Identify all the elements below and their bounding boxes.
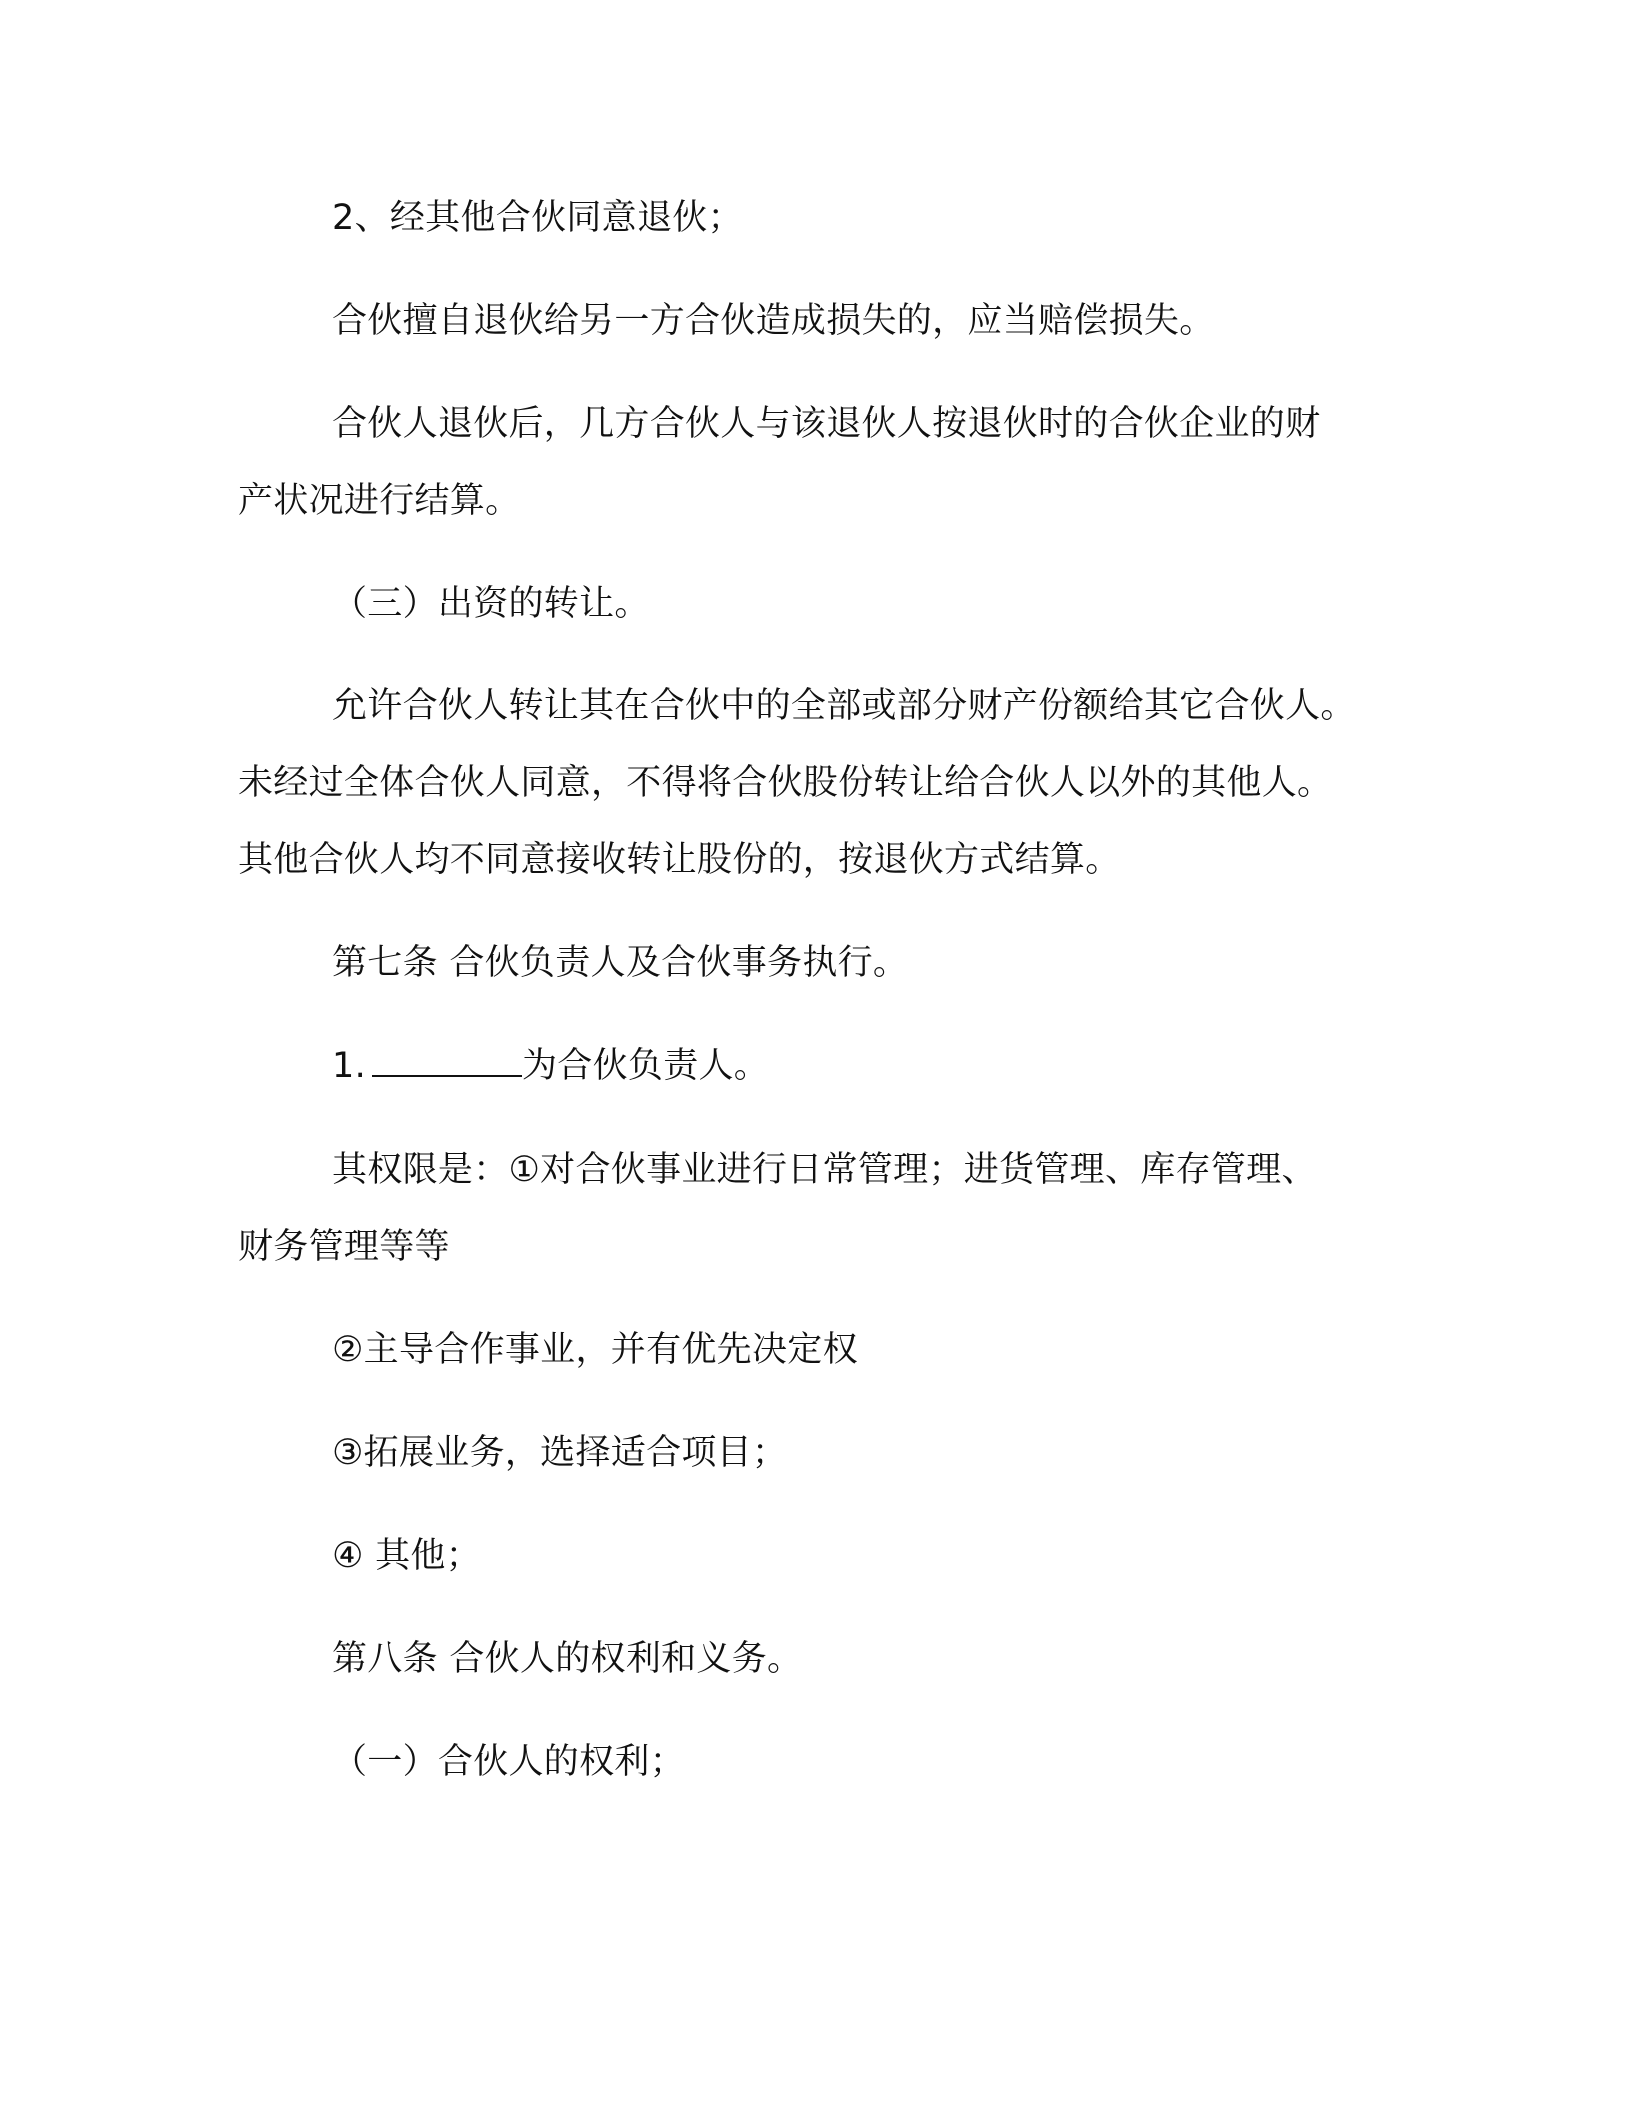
responsible-person-line (332, 1041, 769, 1091)
section-heading-rights: （一）合伙人的权利； (332, 1742, 686, 1782)
clause-withdraw-consent: 2、经其他合伙同意退伙； (332, 198, 743, 238)
authority-item-4: ④ 其他； (332, 1536, 482, 1576)
paragraph-transfer-line3: 其他合伙人均不同意接收转让股份的，按退伙方式结算。 (238, 840, 1121, 880)
paragraph-transfer-line2: 未经过全体合伙人同意，不得将合伙股份转让给合伙人以外的其他人。 (238, 763, 1333, 803)
responsible-person-text: 为合伙负责人。 (522, 1046, 770, 1086)
paragraph-settlement-line1: 合伙人退伙后，几方合伙人与该退伙人按退伙时的合伙企业的财 (332, 404, 1321, 444)
authority-line1: 其权限是：①对合伙事业进行日常管理；进货管理、库存管理、 (332, 1150, 1317, 1190)
authority-item-3: ③拓展业务，选择适合项目； (332, 1433, 788, 1473)
section-heading-transfer: （三）出资的转让。 (332, 584, 650, 624)
authority-line2: 财务管理等等 (238, 1227, 450, 1267)
item-number: 1. (332, 1046, 366, 1086)
article-eight-heading: 第八条 合伙人的权利和义务。 (332, 1639, 803, 1679)
paragraph-transfer-line1: 允许合伙人转让其在合伙中的全部或部分财产份额给其它合伙人。 (332, 686, 1356, 726)
article-seven-heading: 第七条 合伙负责人及合伙事务执行。 (332, 943, 909, 983)
name-blank-field[interactable] (372, 1041, 522, 1077)
paragraph-settlement-line2: 产状况进行结算。 (238, 481, 521, 521)
authority-item-2: ②主导合作事业，并有优先决定权 (332, 1330, 858, 1370)
paragraph-withdraw-loss: 合伙擅自退伙给另一方合伙造成损失的，应当赔偿损失。 (332, 301, 1215, 341)
